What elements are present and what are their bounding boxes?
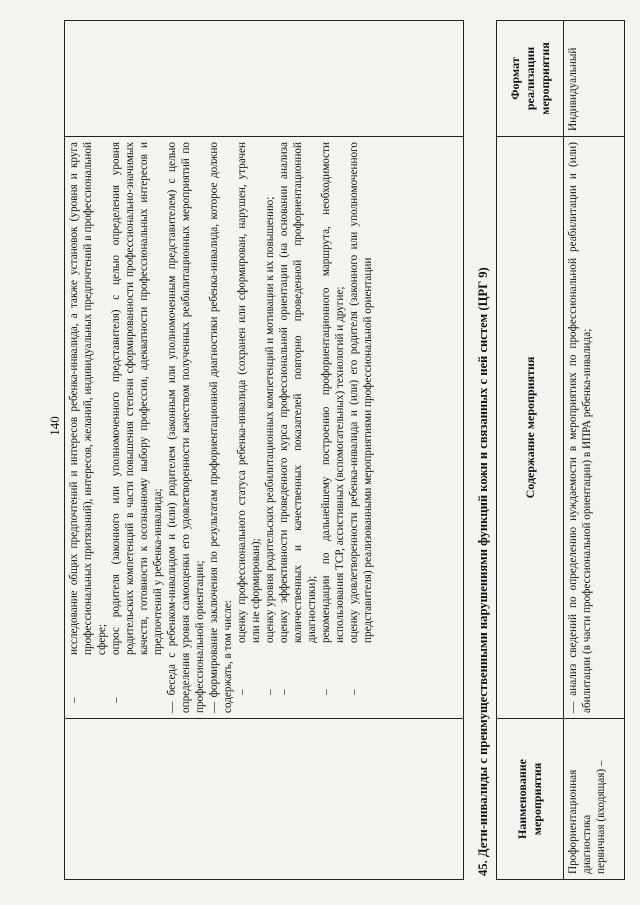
item-text: оценку профессионального статуса ребенка-инвалида (сохранен или сформирован, нарушен, утрачен или не сформирован); (236, 142, 262, 643)
activity-name-line2 (594, 724, 608, 874)
table-header-row (497, 21, 564, 880)
table-row (65, 21, 464, 880)
list-item: — формирование заключения по результатам профориентационной диагностики ребенка-инвалида, которое должно содержать, в том числе: (208, 142, 234, 713)
rotated-page-content (64, 20, 624, 880)
activity-name-line1: Профориентационная диагностика (567, 769, 593, 874)
format-cell-empty (65, 21, 464, 137)
activities-table (496, 20, 625, 880)
item-text: оценку эффективности проведенного курса профессиональной ориентации (на основании анализа количественных и качественных показателей повторно проведенной профориентационной диагностики); (278, 142, 318, 643)
activity-content: — анализ сведений по определению нуждаемости в мероприятиях по профессиональной реабилитации и (или) абилитации (в части профессиональной ориентации) в ИПРА ребенка-инвалида; (564, 137, 625, 719)
item-text: опрос родителя (законного или уполномоченного представителя) с целью определения уровня родительских компетенций в части повышения степени сформированности профессионально-значимых качеств, готовности к осознанному выбору профессии, адекватности профессиональных интересов и предпочтений у ребенка-инвалида; (110, 142, 164, 655)
item-text: рекомендации по дальнейшему построению профориентационного маршрута, необходимости использования ТСР, ассистивных (вспомогательных) технологий и другие; (320, 142, 346, 643)
dash-marker: – (236, 689, 248, 695)
item-text: исследование общих предпочтений и интересов ребенка-инвалида, а также установок (уровня и круга профессиональных притязаний), интересов, желаний, индивидуальных предпочтений в профессиональной сфере; (68, 142, 108, 655)
header-name: Наименование мероприятия (497, 719, 564, 880)
section-heading: 45. Дети-инвалиды с преимущественными нарушениями функций кожи и связанных с ней систем (ЦРГ 9) (476, 267, 490, 876)
dash-marker: – (110, 697, 122, 703)
sub-item (263, 142, 277, 713)
dash-marker: – (68, 697, 80, 703)
continuation-table (64, 20, 464, 880)
list-item: — беседа с ребенком-инвалидом и (или) родителем (законным или уполномоченным представителем) с целью определения уровня самооценки его удовлетворенности качеством полученных реабилитационных мероприятий по профессиональной ориентации; (166, 142, 206, 713)
sub-item (235, 142, 263, 713)
activity-format: Индивидуальный (564, 21, 625, 137)
list-item (109, 142, 165, 713)
page-number: 140 (47, 416, 62, 436)
activity-name-text: первичная (входящая) (595, 768, 607, 874)
dash-marker: – (278, 689, 290, 695)
header-format: Формат реализации мероприятия (497, 21, 564, 137)
item-text: оценку уровня родительских реабилитационных компетенций и мотивации к их повышению; (264, 196, 276, 643)
name-cell-empty (65, 719, 464, 880)
dash-marker: – (348, 689, 360, 695)
dash-marker: – (264, 689, 276, 695)
list-item (67, 142, 109, 713)
sub-item (319, 142, 347, 713)
dash-marker: – (320, 689, 332, 695)
table-row (564, 21, 625, 880)
sub-item (277, 142, 319, 713)
dash-marker: – (595, 760, 607, 767)
header-content: Содержание мероприятия (497, 137, 564, 719)
item-text: оценку удовлетворенности ребенка-инвалида и (или) его родителя (законного или уполномоченного представителя) реализованными мероприятиями профессиональной ориентации (348, 142, 374, 643)
sub-item (347, 142, 375, 713)
content-cell (65, 137, 464, 719)
activity-name (564, 719, 625, 880)
